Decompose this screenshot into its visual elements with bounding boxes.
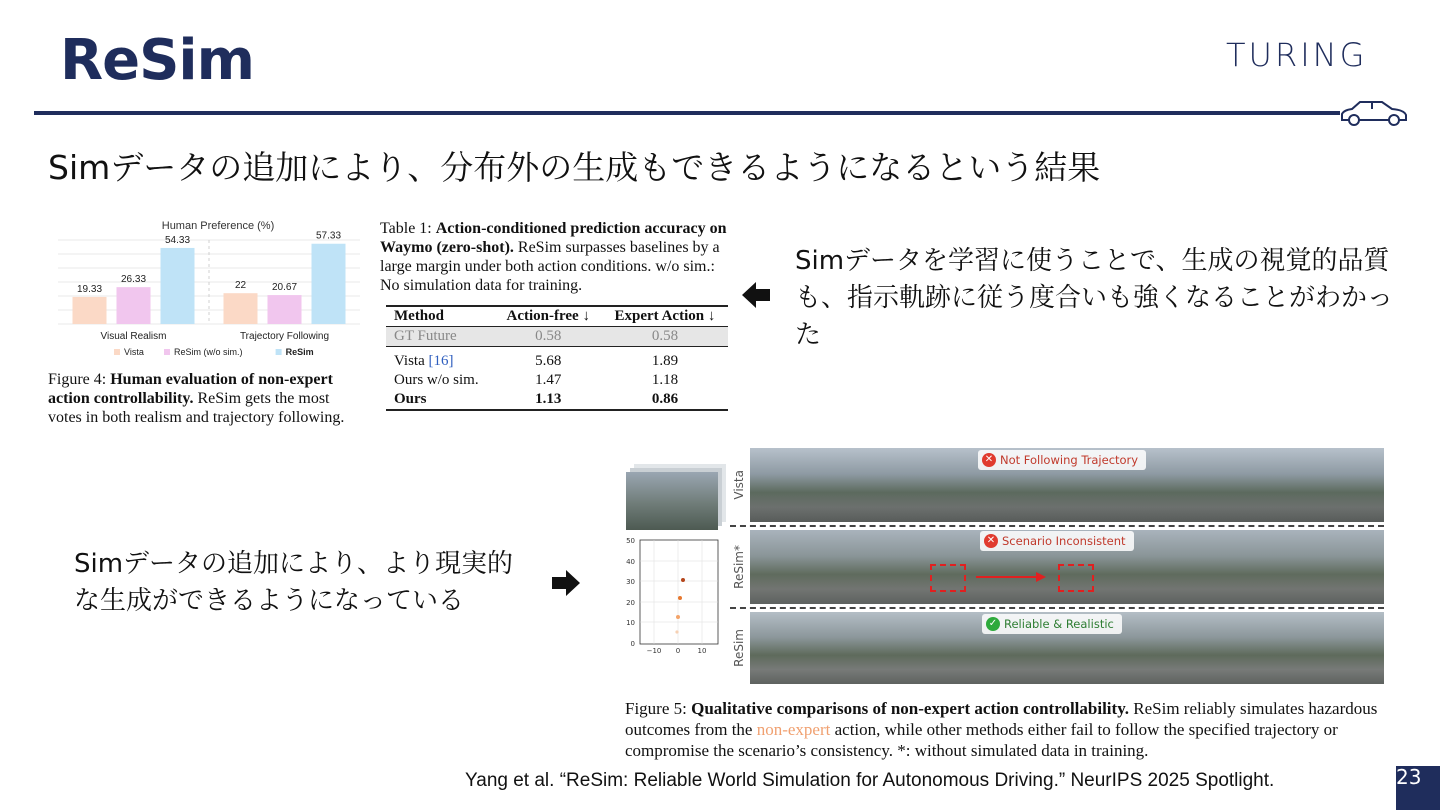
bar [117, 287, 151, 324]
table1 [386, 305, 728, 411]
citation: Yang et al. “ReSim: Reliable World Simulation for Autonomous Driving.” NeurIPS 2025 Spotlight. [465, 770, 1275, 791]
highlight-box [930, 564, 966, 592]
table-cell: 1.13 [535, 391, 562, 407]
figure4-bold: Human evaluation of non-expert action controllability. [48, 371, 333, 407]
badge-label: Scenario Inconsistent [1002, 534, 1126, 548]
scatter-ytick: 30 [626, 578, 635, 586]
figure4-label: Figure 4: [48, 371, 107, 388]
table-cell: 1.47 [535, 372, 562, 388]
scatter-point [676, 615, 680, 619]
badge-reliable-realistic [982, 614, 1122, 634]
table-row [386, 390, 728, 409]
legend-label: ReSim (w/o sim.) [174, 347, 243, 357]
row-label-resim-star: ReSim* [732, 545, 746, 589]
table-cell: Ours w/o sim. [394, 372, 479, 388]
table1-bold: Action-conditioned prediction accuracy on Waymo (zero-shot). [380, 220, 727, 256]
table1-header-method: Method [394, 308, 444, 324]
row-divider [730, 525, 1384, 527]
car-icon [1338, 98, 1410, 128]
bar [224, 293, 258, 324]
badge-label: Reliable & Realistic [1004, 617, 1114, 631]
trajectory-scatter-plot [620, 536, 724, 656]
vista-cell-text: Vista [16] [394, 353, 454, 369]
legend-swatch [164, 349, 170, 355]
citation-link[interactable]: [16] [428, 353, 454, 369]
input-frames-thumbnail [626, 472, 718, 530]
table-cell: Ours [394, 391, 427, 407]
error-icon: ✕ [984, 534, 998, 548]
arrow-left-icon [740, 280, 772, 310]
bar [268, 295, 302, 324]
chart-title: Human Preference (%) [161, 220, 275, 232]
table1-header-row [386, 307, 728, 327]
error-icon: ✕ [982, 453, 996, 467]
figure5-pre: ReSim reliably simulates hazardous outcomes from the [625, 699, 1378, 739]
table-cell: 1.18 [651, 372, 679, 388]
turing-logo: TURING [1226, 36, 1368, 74]
bar [73, 297, 107, 324]
scatter-point [681, 578, 685, 582]
bar-value-label: 26.33 [120, 274, 147, 286]
table1-label: Table 1: [380, 220, 432, 237]
scatter-ytick: 10 [626, 619, 635, 627]
table1-caption [380, 219, 736, 295]
legend-swatch [114, 349, 120, 355]
slide-title: ReSim [60, 28, 254, 93]
table-cell: 0.86 [651, 391, 679, 407]
table-row [386, 347, 728, 372]
scatter-xtick: −10 [646, 647, 662, 655]
table-cell: 0.58 [535, 328, 562, 344]
table-cell: 0.58 [651, 328, 679, 344]
legend-label: Vista [124, 347, 144, 357]
bar-value-label: 20.67 [271, 282, 298, 294]
check-icon: ✓ [986, 617, 1000, 631]
table-cell [386, 347, 495, 372]
legend-label: ReSim [285, 347, 314, 357]
bar [161, 248, 195, 324]
scatter-ytick: 20 [626, 599, 635, 607]
figure4-rest: ReSim gets the most votes in both realism and trajectory following. [48, 390, 345, 426]
table1-header-expert-action: Expert Action ↓ [614, 308, 716, 324]
row-divider [730, 607, 1384, 609]
figure5-label: Figure 5: [625, 699, 687, 718]
table-cell: GT Future [394, 328, 457, 344]
scatter-ytick: 40 [626, 558, 635, 566]
figure4-caption [48, 370, 366, 427]
figure5-bold: Qualitative comparisons of non-expert action controllability. [691, 699, 1130, 718]
arrow-right-icon [974, 570, 1048, 584]
scatter-point [678, 596, 682, 600]
figure5-caption [625, 698, 1391, 761]
scatter-point [675, 630, 678, 633]
table1-rest: ReSim surpasses baselines by a large margin under both action conditions. w/o sim.: No simulation data for training. [380, 239, 720, 294]
highlight-box [1058, 564, 1094, 592]
arrow-right-icon [550, 568, 582, 598]
left-note: Simデータの追加により、より現実的な生成ができるようになっている [74, 549, 514, 616]
table-cell: 5.68 [535, 353, 562, 369]
legend-swatch [276, 349, 282, 355]
scatter-xtick: 0 [675, 647, 681, 655]
row-label-vista: Vista [732, 470, 746, 500]
figure5-post: action, while other methods either fail to follow the specified trajectory or compromise the scenario’s consistency. *: without simulated data in training. [625, 720, 1338, 760]
page-number: 23 [1396, 766, 1440, 810]
table1-header-action-free: Action-free ↓ [506, 308, 590, 324]
badge-not-following [978, 450, 1146, 470]
row-label-resim: ReSim [732, 629, 746, 667]
scatter-xtick: 10 [697, 647, 707, 655]
human-preference-chart [48, 210, 368, 365]
bar-value-label: 19.33 [76, 283, 103, 295]
badge-label: Not Following Trajectory [1000, 453, 1139, 467]
right-note: Simデータを学習に使うことで、生成の視覚的品質も、指示軌跡に従う度合いも強くなることがわかった [795, 246, 1394, 350]
table-cell: 1.89 [651, 353, 679, 369]
scatter-ytick: 0 [630, 640, 635, 648]
badge-scenario-inconsistent [980, 531, 1134, 551]
bar-value-label: 57.33 [315, 230, 342, 242]
category-label: Visual Realism [100, 331, 167, 342]
figure5-highlight: non-expert [756, 720, 831, 739]
bar-value-label: 22 [234, 280, 247, 292]
header-rule [34, 111, 1340, 115]
category-label: Trajectory Following [239, 331, 330, 342]
bar-value-label: 54.33 [164, 234, 191, 246]
table-row [386, 371, 728, 390]
table1-gt-row [386, 327, 728, 347]
slide-subtitle: Simデータの追加により、分布外の生成もできるようになるという結果 [48, 148, 1101, 187]
bar [312, 244, 346, 324]
figure5-panel [730, 448, 1384, 684]
scatter-ytick: 50 [626, 537, 635, 545]
